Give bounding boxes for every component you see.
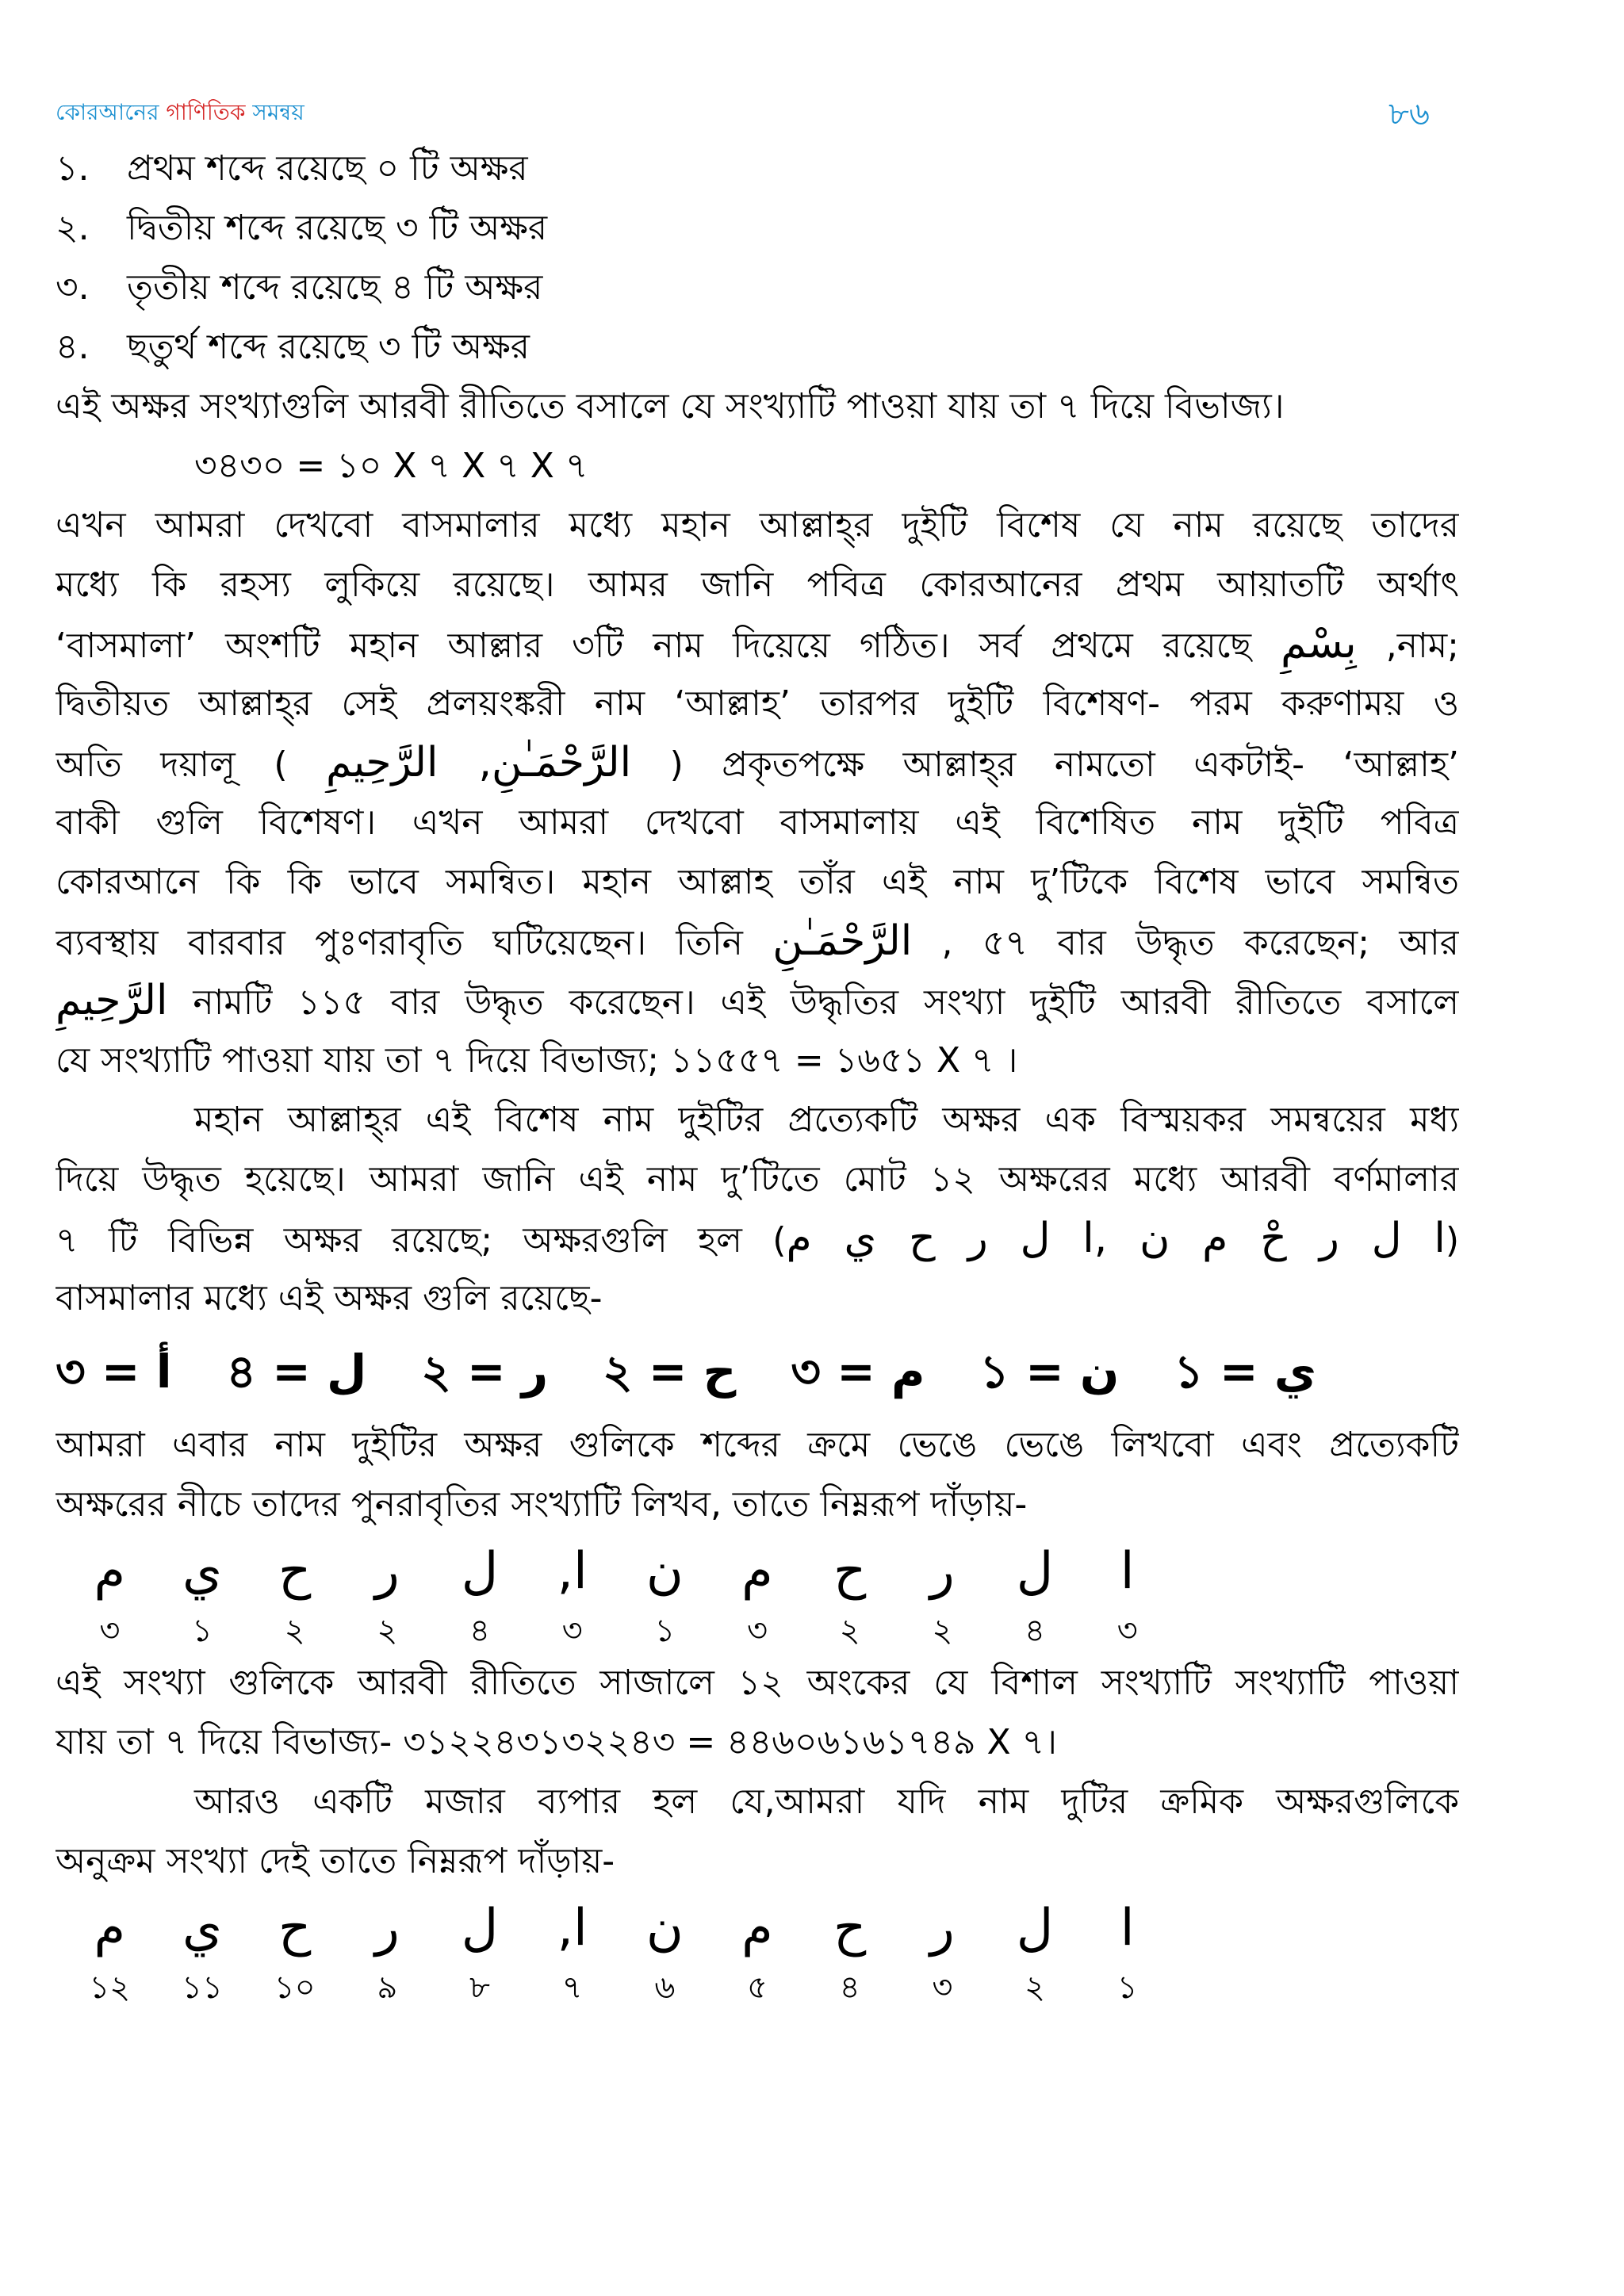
paragraph-line: দ্বিতীয়ত আল্লাহ্‌র সেই প্রলয়ংঙ্করী নাম ‘আল্লাহ’ তারপর দুইটি বিশেষণ- পরম করুণাময় ও (56, 683, 1459, 724)
text-run: ব্যবস্থায় বারবার পুঃণরাবৃতি ঘটিয়েছেন। তিনি (56, 923, 743, 963)
arabic-letter-cell: ر (374, 1899, 400, 1957)
list-item (56, 258, 1459, 317)
frequency-item: ن = ১ (979, 1345, 1120, 1399)
list-number: ৪. (56, 327, 90, 367)
arabic-letter-cell: ل (461, 1899, 499, 1957)
paragraph-line (56, 614, 1459, 674)
arabic-names: الرَّحْمَـٰنِ, الرَّحِيمِ (326, 739, 632, 786)
frequency-item: ل = ৪ (226, 1345, 367, 1399)
arabic-rahman: الرَّحْمَـٰنِ (772, 917, 913, 965)
list-number: ১. (56, 148, 90, 189)
letter-frequency-row (56, 1328, 1316, 1415)
arabic-letter-cell: ا (1120, 1899, 1135, 1957)
text-run: ৭ টি বিভিন্ন অক্ষর রয়েছে; অক্ষরগুলি হল ( (56, 1220, 787, 1261)
paragraph-line: এই অক্ষর সংখ্যাগুলি আরবী রীতিতে বসালে যে সংখ্যাটি পাওয়া যায় তা ৭ দিয়ে বিভাজ্য। (56, 386, 1285, 427)
paragraph-line: কোরআনে কি কি ভাবে সমন্বিত। মহান আল্লাহ তাঁর এই নাম দু’টিকে বিশেষ ভাবে সমন্বিত (56, 862, 1459, 902)
paragraph-line: এই সংখ্যা গুলিকে আরবী রীতিতে সাজালে ১২ অংকের যে বিশাল সংখ্যাটি সংখ্যাটি পাওয়া (56, 1663, 1459, 1703)
header-title-part2: গাণিতিক (166, 99, 246, 125)
paragraph-line (56, 912, 1459, 971)
paragraph-line: অনুক্রম সংখ্যা দেই তাতে নিম্নরূপ দাঁড়ায়- (56, 1841, 615, 1881)
arabic-bism: بِسْمِ (1281, 620, 1357, 668)
list-item (56, 317, 1459, 377)
number-cell: ৩ (99, 1613, 121, 1649)
arabic-letter-cell: ا, (557, 1542, 588, 1601)
number-cell: ২ (377, 1613, 398, 1649)
number-cell: ৫ (747, 1969, 768, 2006)
paragraph-line (56, 971, 1459, 1031)
arabic-letter-cell: ح (278, 1899, 312, 1957)
list-text: তৃতীয় শব্দে রয়েছে ৪ টি অক্ষর (127, 267, 543, 308)
equation: ৩৪৩০ = ১০ X ৭ X ৭ X ৭ (194, 446, 588, 486)
arabic-letter-cell: ل (1016, 1542, 1054, 1601)
header-title-part1: কোরআনের (56, 99, 159, 125)
letter-sequence-table (63, 1891, 1174, 2010)
frequency-item: ح = ২ (602, 1345, 737, 1399)
number-cell: ৪ (1025, 1613, 1045, 1649)
header-title-part3: সমন্বয় (252, 99, 304, 125)
frequency-item: ر = ২ (421, 1345, 549, 1399)
text-run: ) প্রকৃতপক্ষে আল্লাহ্‌র নামতো একটাই- ‘আল্লাহ’ (669, 744, 1459, 785)
paragraph-line: মহান আল্লাহ্‌র এই বিশেষ নাম দুইটির প্রত্যেকটি অক্ষর এক বিস্ময়কর সমন্বয়ের মধ্য (194, 1100, 1459, 1140)
arabic-rahim: الرَّحِيمِ (56, 977, 168, 1024)
text-run: ) (1445, 1220, 1459, 1261)
paragraph-line: বাকী গুলি বিশেষণ। এখন আমরা দেখবো বাসমালায় এই বিশেষিত নাম দুইটি পবিত্র (56, 802, 1459, 843)
number-cell: ১ (192, 1613, 213, 1649)
arabic-letter-cell: ن (645, 1542, 684, 1601)
paragraph-line (56, 1209, 1459, 1269)
arabic-letter-cell: م (94, 1542, 126, 1601)
frequency-item: أ = ৩ (56, 1345, 172, 1399)
arabic-letter-cell: ح (833, 1899, 867, 1957)
arabic-letter-cell: ن (645, 1899, 684, 1957)
number-cell: ৩ (932, 1969, 953, 2006)
number-cell: ১ (1116, 1969, 1138, 2006)
paragraph-line: বাসমালার মধ্যে এই অক্ষর গুলি রয়েছে- (56, 1278, 603, 1318)
arabic-letter-cell: ر (929, 1899, 955, 1957)
arabic-letter-cell: م (741, 1542, 773, 1601)
paragraph-line: যায় তা ৭ দিয়ে বিভাজ্য- ৩১২২৪৩১৩২২৪৩ = ৪৪৬০৬১৬১৭৪৯ X ৭। (56, 1722, 1057, 1762)
arabic-letter-cell: ي (182, 1542, 223, 1601)
number-cell: ৩ (746, 1613, 768, 1649)
number-cell: ৭ (561, 1969, 583, 2006)
text-run: , ৫৭ বার উদ্ধৃত করেছেন; আর (941, 923, 1459, 963)
number-cell: ২ (932, 1613, 953, 1649)
arabic-letters: ا ل ر حْ م ن ,ا ل ر ح ي م (786, 1215, 1446, 1262)
number-cell: ২ (284, 1613, 305, 1649)
list-text: দ্বিতীয় শব্দে রয়েছে ৩ টি অক্ষর (127, 208, 548, 248)
list-number: ২. (56, 208, 90, 248)
paragraph-line: যে সংখ্যাটি পাওয়া যায় তা ৭ দিয়ে বিভাজ্য; ১১৫৫৭ = ১৬৫১ X ৭ । (56, 1040, 1018, 1081)
text-run: ,নাম; (1385, 626, 1459, 666)
list-text: প্রথম শব্দে রয়েছে ০ টি অক্ষর (127, 148, 528, 189)
arabic-letter-cell: ا (1120, 1542, 1135, 1601)
arabic-letter-cell: م (741, 1899, 773, 1957)
frequency-item: م = ৩ (791, 1345, 925, 1399)
number-cell: ৬ (654, 1969, 676, 2006)
text-run: নামটি ১১৫ বার উদ্ধৃত করেছেন। এই উদ্ধৃতির সংখ্যা দুইটি আরবী রীতিতে বসালে (193, 982, 1459, 1023)
arabic-letter-cell: ر (374, 1542, 400, 1601)
number-cell: ১১ (182, 1969, 223, 2006)
number-cell: ১২ (89, 1969, 131, 2006)
arabic-letter-cell: ح (833, 1542, 867, 1601)
list-number: ৩. (56, 267, 90, 308)
arabic-letter-cell: ح (278, 1542, 312, 1601)
paragraph-line: অক্ষরের নীচে তাদের পুনরাবৃতির সংখ্যাটি লিখব, তাতে নিম্নরূপ দাঁড়ায়- (56, 1484, 1028, 1525)
paragraph-line: আমরা এবার নাম দুইটির অক্ষর গুলিকে শব্দের ক্রমে ভেঙে ভেঙে লিখবো এবং প্রত্যেকটি (56, 1425, 1459, 1465)
list-item (56, 139, 1459, 198)
number-cell: ২ (839, 1613, 860, 1649)
number-cell: ৩ (1116, 1613, 1138, 1649)
arabic-letter-cell: ي (182, 1899, 223, 1957)
paragraph-line: দিয়ে উদ্ধৃত হয়েছে। আমরা জানি এই নাম দু’টিতে মোট ১২ অক্ষরের মধ্যে আরবী বর্ণমালার (56, 1159, 1459, 1200)
letter-count-table (63, 1534, 1174, 1653)
frequency-item: ي = ১ (1174, 1345, 1316, 1399)
arabic-letter-cell: م (94, 1899, 126, 1957)
arabic-letter-cell: ل (1016, 1899, 1054, 1957)
number-cell: ৮ (469, 1969, 490, 2006)
page-body (56, 139, 1459, 2010)
arabic-letter-cell: ر (929, 1542, 955, 1601)
list-text: ছতুর্থ শব্দে রয়েছে ৩ টি অক্ষর (127, 327, 530, 367)
number-cell: ৪ (839, 1969, 860, 2006)
text-run: ‘বাসমালা’ অংশটি মহান আল্লার ৩টি নাম দিয়েয়ে গঠিত। সর্ব প্রথমে রয়েছে (56, 626, 1252, 666)
number-cell: ১০ (274, 1969, 316, 2006)
number-cell: ৪ (469, 1613, 490, 1649)
arabic-letter-cell: ا, (557, 1899, 588, 1957)
paragraph-line: মধ্যে কি রহস্য লুকিয়ে রয়েছে। আমর জানি পবিত্র কোরআনের প্রথম আয়াতটি অর্থাৎ (56, 564, 1459, 605)
paragraph-line: এখন আমরা দেখবো বাসমালার মধ্যে মহান আল্লাহ্‌র দুইটি বিশেষ যে নাম রয়েছে তাদের (56, 505, 1459, 545)
paragraph-line (56, 733, 1459, 793)
arabic-letter-cell: ل (461, 1542, 499, 1601)
paragraph-line: আরও একটি মজার ব্যপার হল যে,আমরা যদি নাম দুটির ক্রমিক অক্ষরগুলিকে (194, 1781, 1459, 1822)
number-cell: ৩ (561, 1613, 583, 1649)
page-number: ৮৬ (1388, 96, 1430, 132)
running-header (56, 95, 304, 132)
text-run: অতি দয়ালূ ( (56, 744, 288, 785)
number-cell: ৯ (377, 1969, 398, 2006)
list-item (56, 198, 1459, 258)
number-cell: ১ (654, 1613, 676, 1649)
number-cell: ২ (1024, 1969, 1045, 2006)
